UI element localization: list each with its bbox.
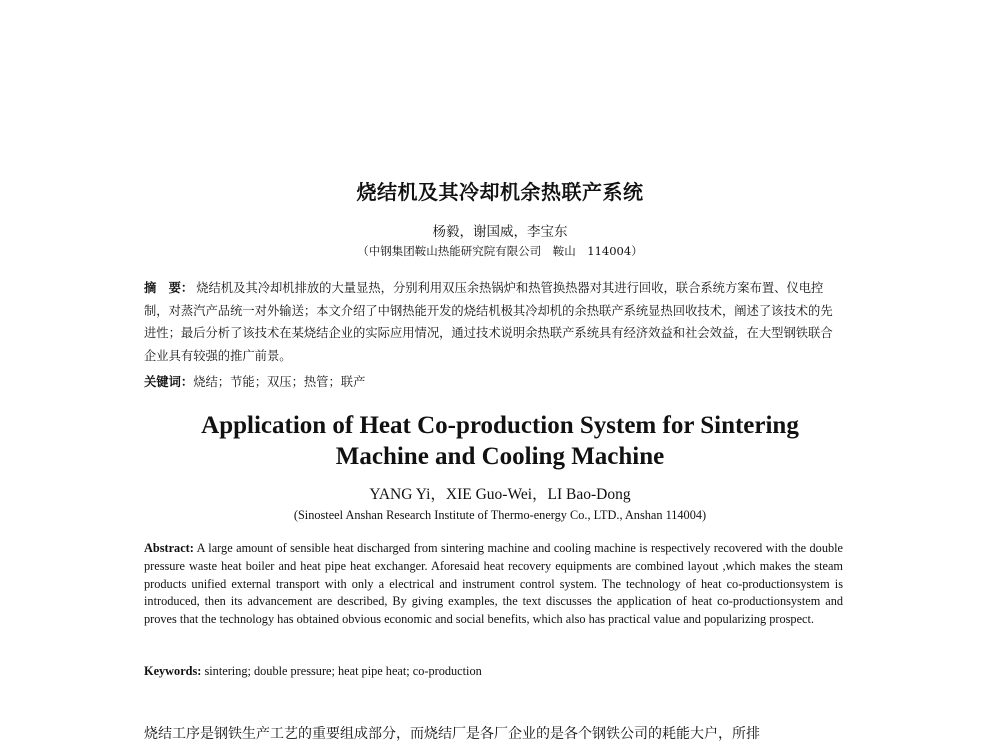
chinese-affiliation: （中钢集团鞍山热能研究院有限公司 鞍山 114004）	[357, 244, 643, 258]
english-authors: YANG Yi，XIE Guo-Wei，LI Bao-Dong	[369, 486, 631, 503]
english-title	[0, 410, 1000, 472]
english-title-line-2: Machine and Cooling Machine	[335, 443, 665, 470]
chinese-keywords-label: 关键词：	[144, 375, 194, 389]
chinese-keywords	[144, 372, 844, 390]
chinese-title: 烧结机及其冷却机余热联产系统	[356, 180, 644, 204]
chinese-keywords-text: 烧结；节能；双压；热管；联产	[193, 375, 366, 389]
english-abstract-label: Abstract:	[144, 541, 194, 555]
english-title-line-1: Application of Heat Co-production System for Sintering	[201, 412, 799, 439]
english-affiliation: (Sinosteel Anshan Research Institute of Thermo-energy Co., LTD., Anshan 114004)	[293, 508, 707, 522]
english-keywords	[144, 664, 843, 679]
english-keywords-label: Keywords:	[144, 664, 202, 678]
english-abstract-text: A large amount of sensible heat discharged from sintering machine and cooling machine is respectively recovered with the double pressure waste heat boiler and heat pipe heat exchanger. Aforesaid heat recovery equipments are combined layout ,which makes the steam products unified external transport with only a electrical and instrument control system. The technology of heat co-productionsystem is introduced, then its advancement are described, By giving examples, the text discusses the application of heat co-productionsystem and proves that the technology has obtained obvious economic and social benefits, which also has practical value and popularizing prospect.	[144, 541, 843, 627]
english-abstract	[144, 540, 843, 629]
chinese-abstract-label: 摘 要：	[144, 281, 194, 295]
chinese-abstract-text: 烧结机及其冷却机排放的大量显热，分别利用双压余热锅炉和热管换热器对其进行回收，联合系统方案布置、仪电控制，对蒸汽产品统一对外输送；本文介绍了中钢热能开发的烧结机极其冷却机的余热联产系统显热回收技术，阐述了该技术的先进性；最后分析了该技术在某烧结企业的实际应用情况，通过技术说明余热联产系统具有经济效益和社会效益，在大型钢铁联合企业具有较强的推广前景。	[144, 281, 833, 363]
chinese-authors: 杨毅，谢国威，李宝东	[432, 224, 568, 240]
body-first-line: 烧结工序是钢铁生产工艺的重要组成部分，而烧结厂是各厂企业的是各个钢铁公司的耗能大户，所排	[144, 726, 760, 742]
english-keywords-text: sintering; double pressure; heat pipe heat; co-production	[204, 664, 482, 678]
chinese-abstract	[144, 277, 844, 367]
